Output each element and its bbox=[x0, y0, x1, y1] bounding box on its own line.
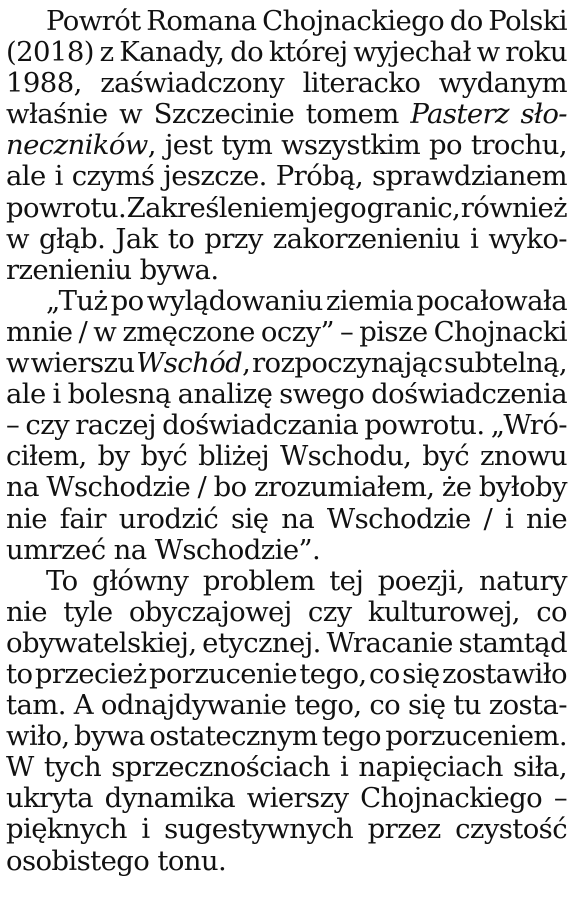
text-segment: 1988, zaświadczony literacko wydanym bbox=[6, 67, 567, 100]
text-line bbox=[6, 286, 567, 317]
text-segment: W tych sprzecznościach i napięciach siła, bbox=[6, 751, 567, 784]
text-line bbox=[6, 846, 567, 877]
text-segment: powrotu. Zakreśleniem jego granic, również bbox=[6, 191, 568, 224]
text-segment: mnie / w zmęczone oczy” – pisze Chojnacki bbox=[6, 315, 567, 348]
text-segment: (2018) z Kanady, do której wyjechał w roku bbox=[6, 36, 567, 69]
text-segment: w głąb. Jak to przy zakorzenieniu i wyko- bbox=[6, 222, 567, 255]
text-segment: wiło, bywa ostatecznym tego porzuceniem. bbox=[6, 720, 567, 753]
text-line bbox=[6, 161, 567, 192]
text-line bbox=[6, 690, 567, 721]
italic-title: neczników bbox=[6, 129, 148, 162]
text-segment: umrzeć na Wschodzie”. bbox=[6, 533, 321, 566]
text-segment: pięknych i sugestywnych przez czystość bbox=[6, 813, 567, 846]
paragraph bbox=[6, 566, 567, 877]
text-segment: ale i bolesną analizę swego doświadczenia bbox=[6, 378, 567, 411]
text-line bbox=[6, 752, 567, 783]
text-segment: nie tyle obyczajowej czy kulturowej, co bbox=[6, 595, 567, 628]
text-segment: Powrót Romana Chojnackiego do Polski bbox=[46, 5, 567, 37]
text-line bbox=[6, 348, 567, 379]
text-segment: właśnie w Szczecinie tomem bbox=[6, 98, 411, 131]
text-line bbox=[6, 472, 567, 503]
text-line bbox=[6, 814, 567, 845]
text-line bbox=[6, 410, 567, 441]
paragraph bbox=[6, 6, 567, 286]
text-line bbox=[6, 783, 567, 814]
text-line bbox=[6, 193, 567, 224]
text-segment: ukryta dynamika wierszy Chojnackiego – bbox=[6, 782, 567, 815]
text-line bbox=[6, 224, 567, 255]
text-segment: ale i czymś jeszcze. Próbą, sprawdzianem bbox=[6, 160, 567, 193]
paragraph bbox=[6, 286, 567, 566]
text-line bbox=[6, 6, 567, 37]
italic-title: Wschód bbox=[136, 347, 243, 380]
text-segment: tam. A odnajdywanie tego, co się tu zosta- bbox=[6, 689, 567, 722]
text-segment: – czy raczej doświadczania powrotu. „Wró- bbox=[6, 409, 568, 442]
text-line bbox=[6, 130, 567, 161]
text-segment: to przecież porzucenie tego, co się zostawiło bbox=[6, 657, 568, 690]
text-segment: To główny problem tej poezji, natury bbox=[46, 564, 567, 597]
text-line bbox=[6, 628, 567, 659]
text-segment: osobistego tonu. bbox=[6, 844, 227, 877]
text-segment: , jest tym wszystkim po trochu, bbox=[147, 129, 567, 162]
text-line bbox=[6, 535, 567, 566]
text-line bbox=[6, 37, 567, 68]
text-line bbox=[6, 721, 567, 752]
italic-title: Pasterz sło- bbox=[410, 98, 568, 131]
text-line bbox=[6, 255, 567, 286]
text-segment: obywatelskiej, etycznej. Wracanie stamtąd bbox=[6, 626, 567, 659]
text-line bbox=[6, 68, 567, 99]
text-segment: , rozpoczynając subtelną, bbox=[242, 347, 568, 380]
text-line bbox=[6, 379, 567, 410]
text-segment: na Wschodzie / bo zrozumiałem, że byłoby bbox=[6, 471, 567, 504]
text-line bbox=[6, 441, 567, 472]
text-line bbox=[6, 597, 567, 628]
text-segment: „Tuż po wylądowaniu ziemia pocałowała bbox=[46, 284, 568, 317]
text-segment: nie fair urodzić się na Wschodzie / i nie bbox=[6, 502, 567, 535]
text-line bbox=[6, 99, 567, 130]
text-segment: w wierszu bbox=[6, 347, 137, 380]
text-line bbox=[6, 317, 567, 348]
article-body bbox=[6, 6, 567, 877]
text-line bbox=[6, 659, 567, 690]
text-line bbox=[6, 504, 567, 535]
text-segment: ciłem, by być bliżej Wschodu, być znowu bbox=[6, 440, 567, 473]
text-segment: rzenieniu bywa. bbox=[6, 253, 219, 286]
text-line bbox=[6, 566, 567, 597]
